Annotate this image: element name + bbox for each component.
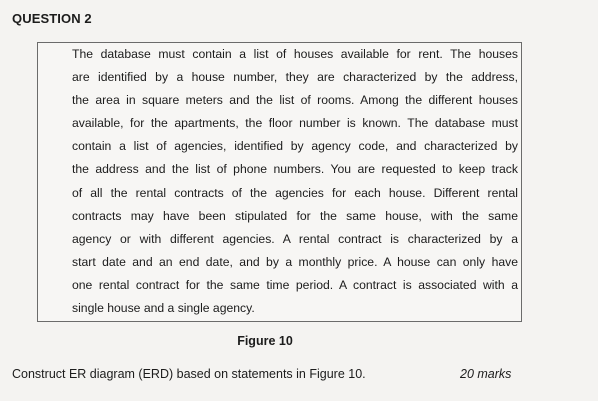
statement-line: are identified by a house number, they are characterized by the address, [72,70,518,85]
statement-line: agency or with different agencies. A rental contract is characterized by a [72,231,518,246]
statement-line: contain a list of agencies, identified by agency code, and characterized by [72,139,518,154]
statement-line: the address and the list of phone numbers. You are requested to keep track [72,162,518,177]
figure-caption: Figure 10 [237,334,293,348]
statement-box [37,42,522,322]
statement-line: contracts may have been stipulated for the same house, with the same [72,208,518,223]
statement-line: single house and a single agency. [72,301,255,316]
statement-line: one rental contract for the same time period. A contract is associated with a [72,277,518,292]
statement-line: available, for the apartments, the floor number is known. The database must [72,116,518,131]
marks-label: 20 marks [460,367,512,381]
statement-line: the area in square meters and the list of rooms. Among the different houses [72,93,518,108]
statement-line: The database must contain a list of houses available for rent. The houses [72,47,518,61]
question-heading: QUESTION 2 [12,11,92,26]
statement-line: of all the rental contracts of the agencies for each house. Different rental [72,185,518,200]
statement-text [72,43,518,320]
task-instruction: Construct ER diagram (ERD) based on statements in Figure 10. [12,367,366,381]
statement-line: start date and an end date, and by a monthly price. A house can only have [72,254,518,269]
